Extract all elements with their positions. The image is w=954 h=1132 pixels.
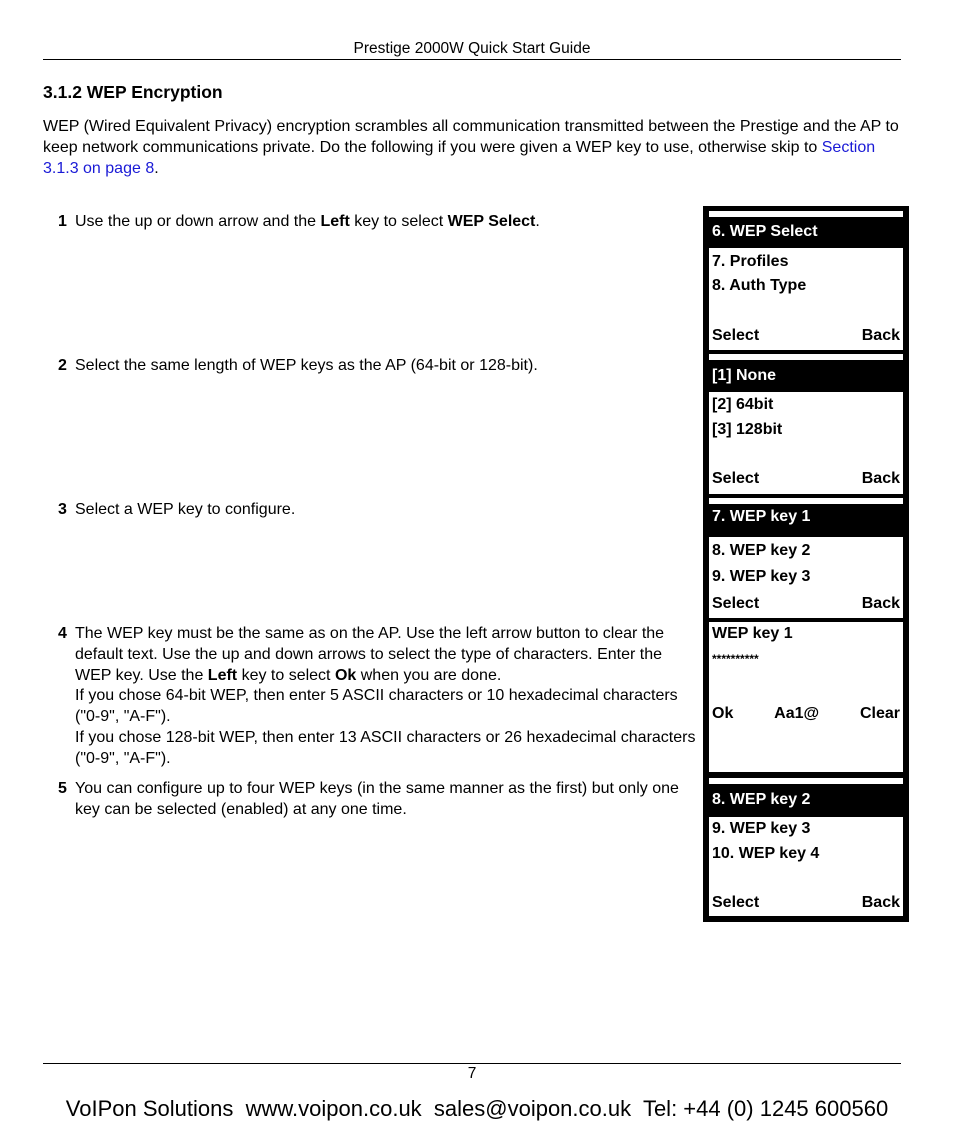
step-2 (58, 356, 698, 377)
section-link[interactable]: Section 3.1.3 on page 8 (43, 139, 876, 177)
wep-key-value: ********** (712, 652, 759, 666)
footer-contact: VoIPon Solutions www.voipon.co.uk sales@voipon.co.uk Tel: +44 (0) 1245 600560 (65, 1096, 889, 1121)
menu-item: 10. WEP key 4 (712, 845, 820, 862)
step-bold: Left (207, 666, 238, 684)
back-softkey: Back (861, 470, 900, 487)
menu-item: 8. Auth Type (712, 277, 807, 294)
select-softkey: Select (712, 595, 760, 612)
section-heading: 3.1.2 WEP Encryption (43, 82, 223, 102)
screen-highlight-item: 8. WEP key 2 (712, 791, 811, 808)
step-text: If you chose 128-bit WEP, then enter 13 ASCII characters or 26 hexadecimal characters ("0-9", "A-F"). (75, 728, 696, 767)
wep-key-title: WEP key 1 (712, 625, 793, 642)
step-number: 4 (58, 625, 67, 642)
menu-item: 9. WEP key 3 (712, 820, 811, 837)
softkey-bar (712, 593, 900, 615)
screen-top-strip (709, 354, 903, 360)
phone-screen-3 (709, 537, 903, 618)
menu-item: 9. WEP key 3 (712, 568, 811, 585)
menu-item: 7. Profiles (712, 253, 789, 270)
menu-item: [3] 128bit (712, 421, 783, 438)
intro-end: . (154, 160, 159, 177)
screen-top-strip (709, 778, 903, 784)
phone-screen-4 (709, 622, 903, 772)
char-type-softkey: Aa1@ (774, 705, 820, 722)
step-1 (58, 212, 698, 233)
step-text: when you are done. (356, 666, 502, 684)
step-5 (58, 779, 698, 821)
back-softkey: Back (861, 327, 900, 344)
header-title: Prestige 2000W Quick Start Guide (353, 40, 591, 57)
step-number: 1 (58, 213, 67, 230)
select-softkey: Select (712, 327, 760, 344)
phone-screen-5 (709, 817, 903, 916)
step-number: 3 (58, 501, 67, 518)
softkey-bar (712, 325, 900, 347)
step-text: key to select (237, 666, 335, 684)
screen-highlight-item: 7. WEP key 1 (712, 508, 811, 525)
back-softkey: Back (861, 894, 900, 911)
step-3 (58, 500, 698, 521)
phone-screen-1 (709, 248, 903, 350)
footer-rule (43, 1063, 901, 1064)
step-bold: WEP Select (447, 213, 536, 230)
screen-highlight-item: 6. WEP Select (712, 223, 818, 240)
step-text: Select the same length of WEP keys as the AP (64-bit or 128-bit). (75, 357, 538, 374)
step-number: 2 (58, 357, 67, 374)
menu-item: [2] 64bit (712, 396, 774, 413)
step-text: Select a WEP key to configure. (75, 501, 296, 518)
softkey-bar (712, 892, 900, 914)
menu-item: 8. WEP key 2 (712, 542, 811, 559)
page-number: 7 (467, 1065, 477, 1082)
header-rule (43, 59, 901, 60)
select-softkey: Select (712, 470, 760, 487)
intro-text: WEP (Wired Equivalent Privacy) encryption scrambles all communication transmitted between the Prestige and the AP to keep network communications private. Do the following if you were given a WEP key to use, otherwise skip to (43, 118, 899, 156)
step-bold: Left (320, 213, 350, 230)
step-text: You can configure up to four WEP keys (in the same manner as the first) but only one key can be selected (enabled) at any one time. (75, 780, 679, 818)
step-text: Use the up or down arrow and the (75, 213, 321, 230)
screen-top-strip (709, 211, 903, 217)
softkey-bar (712, 703, 900, 725)
step-text: . (535, 213, 540, 230)
select-softkey: Select (712, 894, 760, 911)
intro-paragraph (43, 116, 913, 179)
softkey-bar (712, 468, 900, 490)
step-text: If you chose 64-bit WEP, then enter 5 ASCII characters or 10 hexadecimal characters ("0-9", "A-F"). (75, 687, 678, 726)
screen-highlight-item: [1] None (712, 367, 776, 384)
step-text: key to select (349, 213, 448, 230)
phone-screen-2 (709, 392, 903, 494)
clear-softkey: Clear (859, 705, 900, 722)
ok-softkey: Ok (712, 705, 734, 722)
step-4 (58, 624, 698, 770)
step-bold: Ok (334, 666, 357, 684)
phone-screen-panel (703, 206, 909, 922)
back-softkey: Back (861, 595, 900, 612)
step-text: The WEP key must be the same as on the AP. Use the left arrow button to clear the default text. Use the up and down arrows to select the type of characters. Enter the WEP key. Use the (75, 625, 665, 684)
step-number: 5 (58, 780, 67, 797)
